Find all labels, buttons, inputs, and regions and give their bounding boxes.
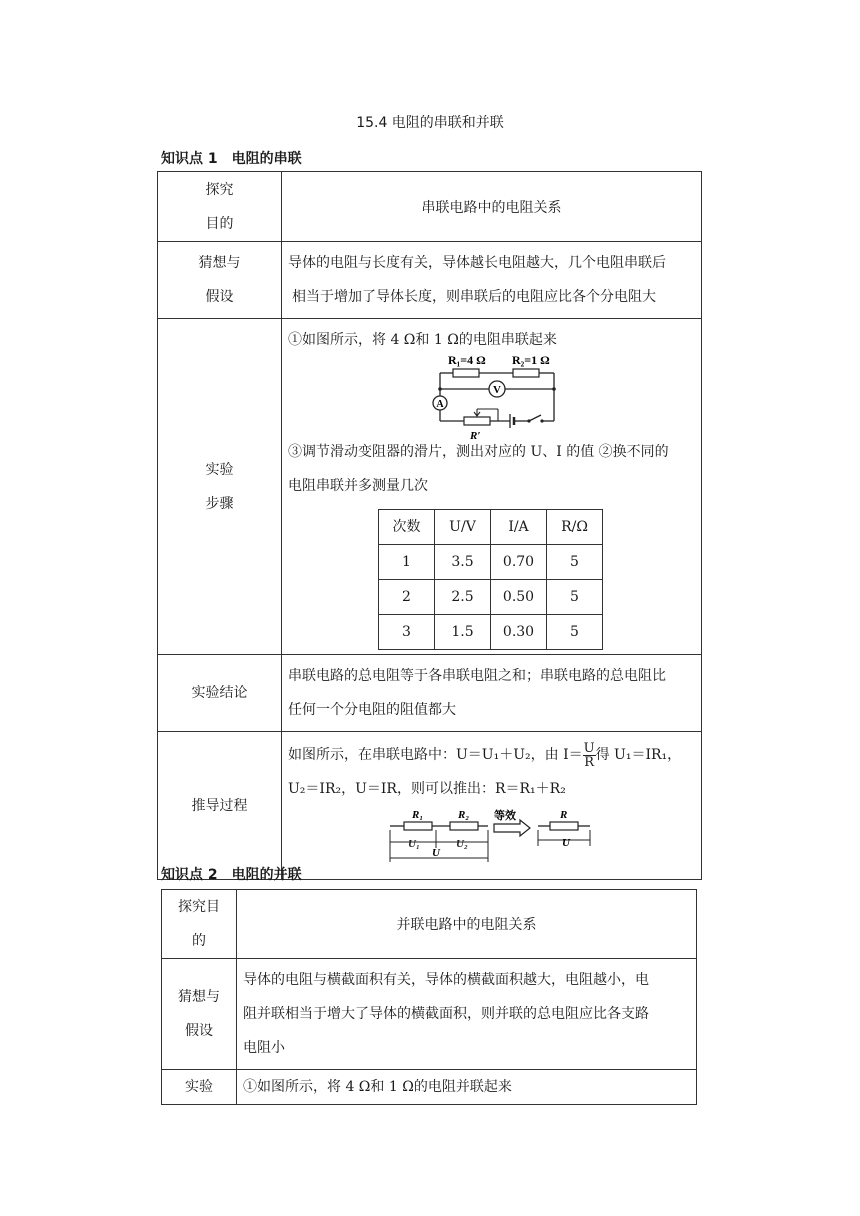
p-purpose-value: 并联电路中的电阻关系 — [237, 890, 697, 959]
fraction-denominator: R — [584, 754, 594, 770]
diagram-resistor-r1 — [404, 822, 432, 830]
table-cell: 5 — [547, 615, 603, 650]
p-hypothesis-line1: 导体的电阻与横截面积有关，导体的横截面积越大，电阻越小，电 — [243, 972, 649, 988]
hypothesis-label — [158, 242, 282, 319]
derivation-value — [282, 732, 702, 880]
diagram-u-label: U — [432, 847, 440, 859]
purpose-label — [158, 172, 282, 242]
p-hypothesis-label-line1: 猜想与 — [178, 989, 220, 1005]
table-cell: 5 — [547, 545, 603, 580]
section1-heading-text: 电阻的串联 — [231, 151, 302, 167]
section1-heading — [161, 148, 302, 168]
hypothesis-line1: 导体的电阻与长度有关，导体越长电阻越大，几个电阻串联后 — [288, 255, 666, 271]
hypothesis-line2: 相当于增加了导体长度，则串联后的电阻应比各个分电阻大 — [292, 289, 656, 305]
section2-heading — [161, 864, 302, 884]
conclusion-label: 实验结论 — [158, 655, 282, 732]
table-row — [379, 615, 603, 650]
diagram-resistor-r2 — [450, 822, 478, 830]
step1-text: ①如图所示，将 4 Ω和 1 Ω的电阻串联起来 — [288, 332, 557, 348]
steps-label-line2: 步骤 — [205, 495, 234, 512]
steps-label — [158, 319, 282, 655]
table-cell: 3.5 — [435, 545, 491, 580]
p-hypothesis-label — [162, 959, 237, 1070]
parallel-table — [161, 889, 697, 1105]
derivation-line2: U₂＝IR₂，U＝IR，则可以推出：R＝R₁＋R₂ — [288, 781, 566, 797]
table-cell: 3 — [379, 615, 435, 650]
section2-heading-text: 电阻的并联 — [231, 867, 302, 883]
diagram-u1-label: U₁ — [408, 838, 420, 850]
fraction-numerator: U — [583, 740, 595, 756]
diagram-u2-label: U₂ — [456, 838, 468, 850]
rheostat-icon — [464, 417, 490, 425]
derivation-label: 推导过程 — [158, 732, 282, 880]
table-row — [379, 545, 603, 580]
p-hypothesis-line2: 阻并联相当于增大了导体的横截面积，则并联的总电阻应比各支路 — [243, 1006, 649, 1022]
p-purpose-label-line2: 的 — [192, 933, 206, 949]
voltmeter-label: V — [493, 384, 501, 396]
hypothesis-label-line1: 猜想与 — [198, 255, 241, 271]
p-hypothesis-line3: 电阻小 — [243, 1040, 285, 1056]
p-step1-text: ①如图所示，将 4 Ω和 1 Ω的电阻并联起来 — [237, 1070, 697, 1105]
table-cell: 2 — [379, 580, 435, 615]
table-cell: 1 — [379, 545, 435, 580]
measurement-header: U/V — [435, 510, 491, 545]
diagram-r-label: R — [560, 809, 568, 821]
circuit-r1-label: R₁=4 Ω — [448, 353, 486, 367]
derivation-line1 — [288, 738, 695, 772]
series-circuit-diagram — [428, 351, 568, 442]
ammeter-label: A — [436, 399, 444, 410]
conclusion-value — [282, 655, 702, 732]
measurement-header: R/Ω — [547, 510, 603, 545]
p-steps-label: 实验 — [162, 1070, 237, 1105]
p-purpose-label — [162, 890, 237, 959]
fraction-u-over-r — [583, 742, 596, 769]
diagram-resistor-r — [550, 822, 578, 830]
conclusion-line1: 串联电路的总电阻等于各串联电阻之和；串联电路的总电阻比 — [288, 668, 666, 684]
steps-value — [282, 319, 702, 655]
purpose-value: 串联电路中的电阻关系 — [282, 172, 702, 242]
step-line2: 电阻串联并多测量几次 — [288, 478, 428, 494]
purpose-label-line1: 探究 — [205, 181, 234, 198]
diagram-r2-label: R₂ — [458, 809, 470, 821]
table-cell: 0.50 — [491, 580, 547, 615]
table-row — [379, 580, 603, 615]
table-cell: 5 — [547, 580, 603, 615]
measurement-header-row — [379, 510, 603, 545]
purpose-label-line2: 目的 — [205, 215, 234, 232]
p-purpose-label-line1: 探究目 — [178, 899, 220, 915]
resistor-r1 — [453, 369, 479, 377]
diagram-u-right-label: U — [562, 837, 570, 849]
measurement-header: 次数 — [379, 510, 435, 545]
resistor-r2 — [513, 369, 539, 377]
derivation-line1-a: 如图所示，在串联电路中：U＝U₁＋U₂，由 I＝ — [288, 747, 583, 763]
steps-label-line1: 实验 — [205, 461, 234, 478]
table-cell: 0.30 — [491, 615, 547, 650]
diagram-r1-label: R₁ — [412, 809, 424, 821]
hypothesis-label-line2: 假设 — [205, 289, 234, 305]
rheostat-label: R′ — [470, 430, 481, 442]
step-line1: ③调节滑动变阻器的滑片，测出对应的 U、I 的值 ②换不同的 — [288, 444, 669, 460]
table-cell: 1.5 — [435, 615, 491, 650]
section1-heading-num: 知识点 1 — [161, 151, 218, 167]
circuit-r2-label: R₂=1 Ω — [512, 353, 550, 367]
hypothesis-value — [282, 242, 702, 319]
measurement-header: I/A — [491, 510, 547, 545]
p-hypothesis-label-line2: 假设 — [185, 1023, 213, 1039]
section2-heading-num: 知识点 2 — [161, 867, 218, 883]
table-cell: 2.5 — [435, 580, 491, 615]
measurement-table — [378, 509, 603, 650]
equivalent-arrow-icon — [494, 820, 530, 836]
equivalent-resistance-diagram — [384, 806, 604, 864]
table-cell: 0.70 — [491, 545, 547, 580]
series-table — [157, 171, 702, 880]
conclusion-line2: 任何一个分电阻的阻值都大 — [288, 702, 456, 718]
derivation-line1-b: 得 U₁＝IR₁， — [595, 747, 682, 763]
diagram-equivalent-label: 等效 — [494, 809, 516, 822]
p-hypothesis-value — [237, 959, 697, 1070]
page-title: 15.4 电阻的串联和并联 — [356, 115, 504, 131]
